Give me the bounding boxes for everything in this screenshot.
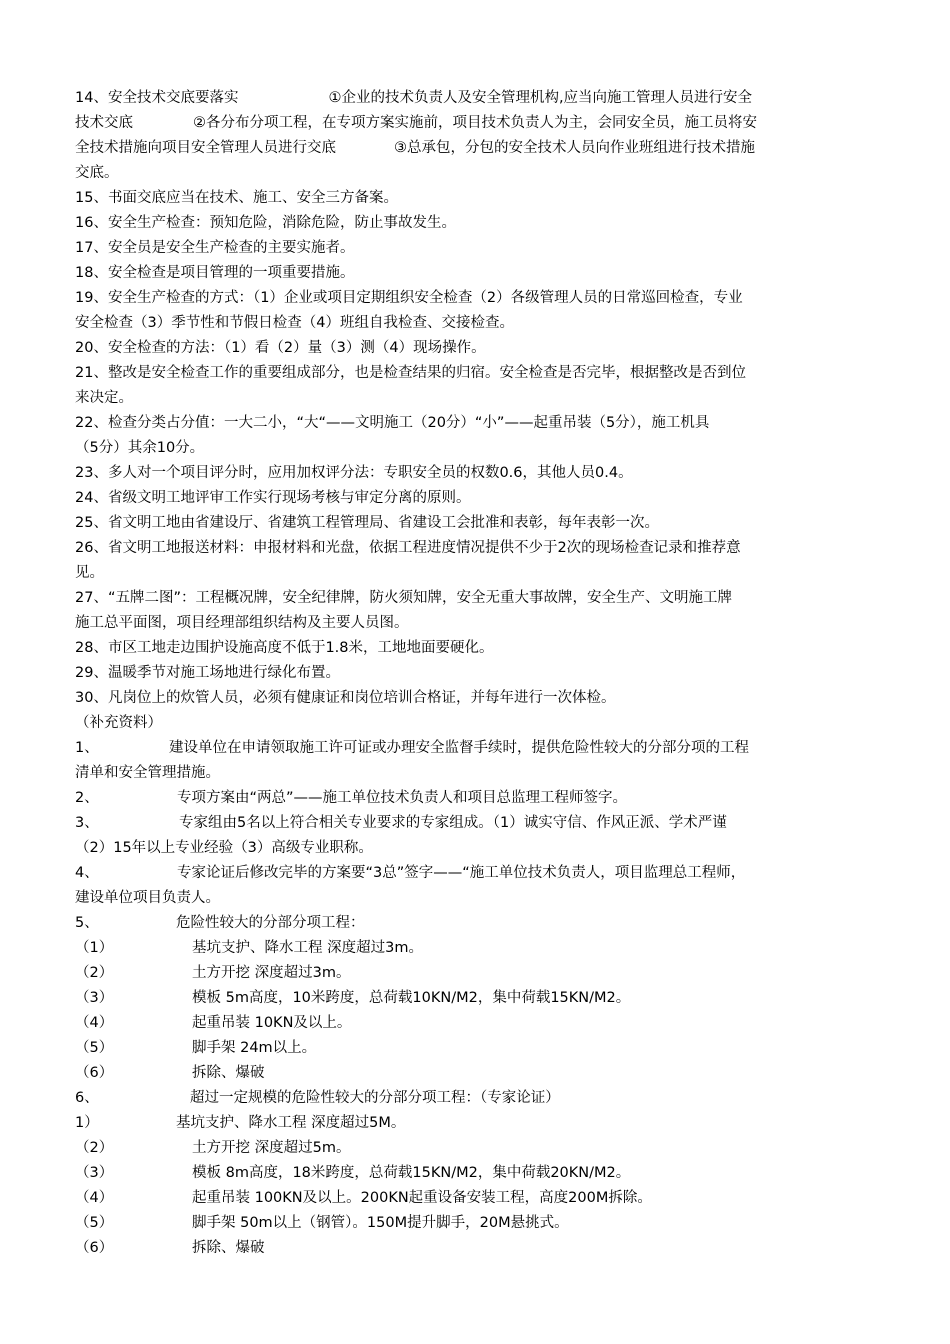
number: （5） [75,1215,114,1231]
line: 26、省文明工地报送材料：申报材料和光盘，依据工程进度情况提供不少于2次的现场检查记录和推荐意 [75,540,741,556]
number: （3） [75,1165,114,1181]
line: 21、整改是安全检查工作的重要组成部分，也是检查结果的归宿。安全检查是否完毕，根据整改是否到位 [75,365,746,381]
list-item [75,961,875,986]
list-item [75,1186,875,1211]
line: 安全检查（3）季节性和节假日检查（4）班组自我检查、交接检查。 [75,315,514,331]
text: 土方开挖 深度超过5m。 [192,1140,351,1156]
list-item [75,1136,875,1161]
line: 22、检查分类占分值：一大二小，“大“——文明施工（20分）“小”——起重吊装（5分），施工机具 [75,415,710,431]
item-25: 25、省文明工地由省建设厅、省建筑工程管理局、省建设工会批准和表彰，每年表彰一次。 [75,515,659,531]
list-item [75,1036,875,1061]
item-21 [75,361,875,411]
supplement-heading: （补充资料） [75,715,162,731]
number: 5、 [75,915,99,931]
list-6 [75,1136,875,1261]
item-19 [75,286,875,336]
line [75,1086,875,1111]
line [75,786,875,811]
list-item [75,1161,875,1186]
text: 超过一定规模的危险性较大的分部分项工程：（专家论证） [190,1090,560,1106]
item-30: 30、凡岗位上的炊管人员，必须有健康证和岗位培训合格证，并每年进行一次体检。 [75,690,616,706]
list-item [75,936,875,961]
text: 脚手架 24m以上。 [192,1040,317,1056]
line [75,86,875,111]
text: 危险性较大的分部分项工程： [176,915,365,931]
number: 2、 [75,790,99,806]
item-29: 29、温暖季节对施工场地进行绿化布置。 [75,665,340,681]
line: 见。 [75,565,104,581]
item-23: 23、多人对一个项目评分时，应用加权评分法：专职安全员的权数0.6，其他人员0.4。 [75,465,633,481]
number: （4） [75,1190,114,1206]
text: 技术交底 [75,115,133,131]
item-17: 17、安全员是安全生产检查的主要实施者。 [75,240,355,256]
supp-item-3 [75,811,875,861]
text: 基坑支护、降水工程 深度超过5M。 [176,1115,406,1131]
line [75,136,875,161]
line [75,736,875,761]
number: 4、 [75,865,99,881]
item-24: 24、省级文明工地评审工作实行现场考核与审定分离的原则。 [75,490,471,506]
supp-item-5 [75,911,875,936]
text: 起重吊装 10KN及以上。 [192,1015,352,1031]
line: （2）15年以上专业经验（3）高级专业职称。 [75,840,373,856]
item-14 [75,86,875,186]
text: ③总承包，分包的安全技术人员向作业班组进行技术措施 [394,140,755,156]
number: （3） [75,990,114,1006]
line [75,1111,875,1136]
supp-item-1 [75,736,875,786]
line: 19、安全生产检查的方式：（1）企业或项目定期组织安全检查（2）各级管理人员的日常巡回检查，专业 [75,290,743,306]
line: （5分）其余10分。 [75,440,205,456]
list-item [75,1011,875,1036]
number: （2） [75,1140,114,1156]
number: 1） [75,1115,99,1131]
item-26 [75,536,875,586]
number: （2） [75,965,114,981]
item-20: 20、安全检查的方法：（1）看（2）量（3）测（4）现场操作。 [75,340,486,356]
text: 建设单位在申请领取施工许可证或办理安全监督手续时，提供危险性较大的分部分项的工程 [169,740,749,756]
item-16: 16、安全生产检查：预知危险，消除危险，防止事故发生。 [75,215,456,231]
list-5 [75,936,875,1086]
text: 模板 8m高度，18米跨度，总荷载15KN/M2，集中荷载20KN/M2。 [192,1165,631,1181]
supp-item-6 [75,1086,875,1136]
text: 基坑支护、降水工程 深度超过3m。 [192,940,423,956]
number: （5） [75,1040,114,1056]
item-15: 15、书面交底应当在技术、施工、安全三方备案。 [75,190,398,206]
text: 起重吊装 100KN及以上。200KN起重设备安装工程，高度200M拆除。 [192,1190,652,1206]
text: 全技术措施向项目安全管理人员进行交底 [75,140,336,156]
text: 专家论证后修改完毕的方案要“3总”签字——“施工单位技术负责人，项目监理总工程师， [177,865,746,881]
line [75,811,875,836]
text: 专家组由5名以上符合相关专业要求的专家组成。（1）诚实守信、作风正派、学术严谨 [179,815,727,831]
text: 模板 5m高度，10米跨度，总荷载10KN/M2，集中荷载15KN/M2。 [192,990,631,1006]
line [75,911,875,936]
number: 6、 [75,1090,99,1106]
line [75,111,875,136]
list-item [75,1236,875,1261]
text: 14、安全技术交底要落实 [75,90,239,106]
number: 3、 [75,815,99,831]
number: （4） [75,1015,114,1031]
item-28: 28、市区工地走边围护设施高度不低于1.8米，工地地面要硬化。 [75,640,494,656]
item-18: 18、安全检查是项目管理的一项重要措施。 [75,265,355,281]
text: ①企业的技术负责人及安全管理机构,应当向施工管理人员进行安全 [328,90,753,106]
list-item [75,986,875,1011]
supp-item-4 [75,861,875,911]
document-page [75,86,875,1261]
list-item [75,1211,875,1236]
line: 建设单位项目负责人。 [75,890,220,906]
number: （1） [75,940,114,956]
item-27 [75,586,875,636]
text: 专项方案由“两总”——施工单位技术负责人和项目总监理工程师签字。 [177,790,628,806]
text: 土方开挖 深度超过3m。 [192,965,351,981]
number: 1、 [75,740,99,756]
number: （6） [75,1240,114,1256]
supp-item-2 [75,786,875,811]
text: 脚手架 50m以上（钢管）。150M提升脚手，20M悬挑式。 [192,1215,569,1231]
number: （6） [75,1065,114,1081]
line: 27、“五牌二图”：工程概况牌，安全纪律牌，防火须知牌，安全无重大事故牌，安全生产、文明施工牌 [75,590,732,606]
list-item [75,1061,875,1086]
line: 清单和安全管理措施。 [75,765,220,781]
line: 施工总平面图，项目经理部组织结构及主要人员图。 [75,615,409,631]
text: 拆除、爆破 [192,1065,265,1081]
item-22 [75,411,875,461]
line: 来决定。 [75,390,133,406]
line: 交底。 [75,165,119,181]
text: ②各分布分项工程，在专项方案实施前，项目技术负责人为主，会同安全员，施工员将安 [193,115,757,131]
text: 拆除、爆破 [192,1240,265,1256]
line [75,861,875,886]
